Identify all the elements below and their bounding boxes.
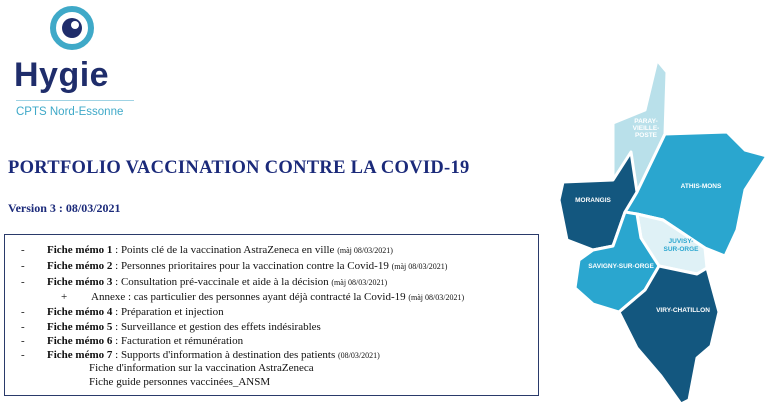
hygie-logo [8, 6, 132, 124]
map-label-morangis: MORANGIS [575, 197, 611, 204]
territory-map [549, 60, 768, 404]
item-label: Fiche mémo 2 [47, 260, 113, 272]
item-label: Fiche mémo 1 [47, 244, 113, 256]
contents-box [4, 234, 539, 396]
item-text: Facturation et rémunération [120, 335, 244, 347]
list-bullet: + [61, 291, 68, 303]
list-bullet: - [21, 321, 25, 333]
item-separator: : [112, 306, 121, 318]
page-title: PORTFOLIO VACCINATION CONTRE LA COVID-19 [8, 158, 470, 178]
item-note: (màj 08/03/2021) [337, 246, 393, 255]
hygie-logo-icon [50, 6, 94, 50]
list-bullet: - [21, 335, 25, 347]
item-separator: : [112, 321, 121, 333]
list-bullet: - [21, 244, 25, 256]
logo-wordmark: Hygie [14, 56, 110, 94]
item-separator: : [112, 335, 121, 347]
item-text: Annexe : cas particulier des personnes ayant déjà contracté la Covid-19 [91, 291, 406, 303]
list-bullet: - [21, 260, 25, 272]
item-separator: : [112, 276, 121, 288]
item-text: Fiche guide personnes vaccinées_ANSM [89, 376, 271, 388]
map-label-paray: VIEILLE- [632, 125, 660, 132]
map-label-savigny: SAVIGNY-SUR-ORGE [588, 263, 654, 270]
item-note: (màj 08/03/2021) [391, 262, 448, 271]
item-note: (màj 08/03/2021) [331, 278, 388, 287]
item-text: Fiche d'information sur la vaccination AstraZeneca [89, 362, 314, 374]
item-text: Surveillance et gestion des effets indésirables [120, 321, 321, 333]
item-note: (08/03/2021) [338, 351, 380, 360]
list-bullet: - [21, 276, 25, 288]
item-label: Fiche mémo 4 [47, 306, 113, 318]
list-bullet: - [21, 349, 25, 361]
map-label-athis: ATHIS-MONS [680, 183, 722, 190]
item-label: Fiche mémo 5 [47, 321, 113, 333]
item-text: Points clé de la vaccination AstraZeneca en ville [120, 244, 335, 256]
item-label: Fiche mémo 3 [47, 276, 113, 288]
item-text: Supports d'information à destination des patients [120, 349, 336, 361]
item-text: Consultation pré-vaccinale et aide à la décision [120, 276, 329, 288]
item-separator: : [112, 244, 121, 256]
item-label: Fiche mémo 6 [47, 335, 113, 347]
item-separator: : [112, 260, 121, 272]
item-separator: : [112, 349, 121, 361]
list-bullet: - [21, 306, 25, 318]
map-label-viry: VIRY-CHATILLON [656, 307, 710, 314]
item-label: Fiche mémo 7 [47, 349, 113, 361]
item-text: Préparation et injection [120, 306, 224, 318]
version-label: Version 3 : 08/03/2021 [8, 201, 121, 215]
item-note: (màj 08/03/2021) [408, 293, 465, 302]
map-label-paray: PARAY- [634, 118, 658, 125]
map-label-juvisy: JUVISY- [668, 238, 694, 245]
item-text: Personnes prioritaires pour la vaccination contre la Covid-19 [120, 260, 389, 272]
map-label-juvisy: SUR-ORGE [663, 246, 699, 253]
map-label-paray: POSTE [634, 132, 658, 139]
logo-divider [16, 100, 134, 101]
logo-subtitle: CPTS Nord-Essonne [16, 106, 124, 118]
